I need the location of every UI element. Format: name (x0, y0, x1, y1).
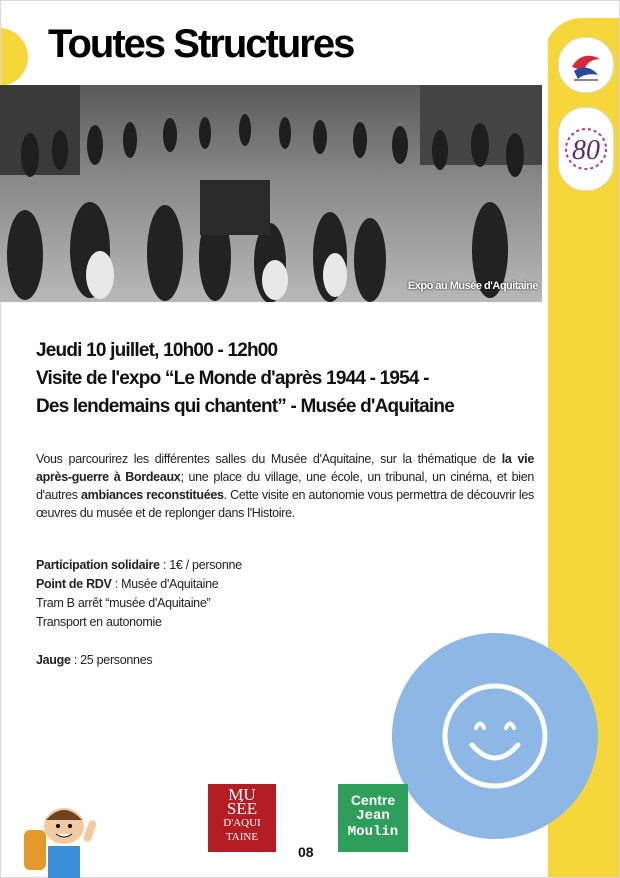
rdv-line: Point de RDV : Musée d'Aquitaine (36, 577, 219, 591)
musee-aquitaine-logo: MU SÉE D'AQUI TAINE (208, 784, 276, 852)
archive-photo (0, 85, 542, 302)
event-info (36, 556, 242, 670)
event-description: Vous parcourirez les différentes salles du Musée d'Aquitaine, sur la thématique de la vie après-guerre à Bordeaux; une place du village, une école, un tribunal, un cinéma, et bien d'autres ambiances reconstituées. Cette visite en autonomie vous permettra de découvrir les œuvres du musée et de replonger dans l'Histoire. (36, 452, 535, 520)
transport-line: Transport en autonomie (36, 615, 162, 629)
smiley-face-icon (392, 633, 598, 839)
smiley-circle (392, 633, 598, 839)
photo-caption: Expo au Musée d'Aquitaine (407, 280, 538, 292)
page-title: Toutes Structures (48, 22, 354, 66)
event-title-line-1: Visite de l'expo “Le Monde d'après 1944 - 1954 - (36, 368, 429, 389)
event-date: Jeudi 10 juillet, 10h00 - 12h00 (36, 340, 278, 361)
jauge-line: Jauge : 25 personnes (36, 653, 153, 667)
page-number: 08 (298, 844, 314, 860)
event-title-line-2: Des lendemains qui chantent” - Musée d'Aquitaine (36, 396, 454, 417)
svg-text:80: 80 (572, 135, 600, 166)
centre-jean-moulin-logo: Centre Jean Moulin (338, 784, 408, 852)
secours-populaire-logo (558, 37, 614, 93)
event-heading (36, 337, 546, 421)
participation-line: Participation solidaire : 1€ / personne (36, 558, 242, 572)
tram-line: Tram B arrêt “musée d'Aquitaine” (36, 596, 211, 610)
hiker-mascot-illustration (14, 790, 114, 878)
anniversary-80-badge (558, 107, 614, 191)
